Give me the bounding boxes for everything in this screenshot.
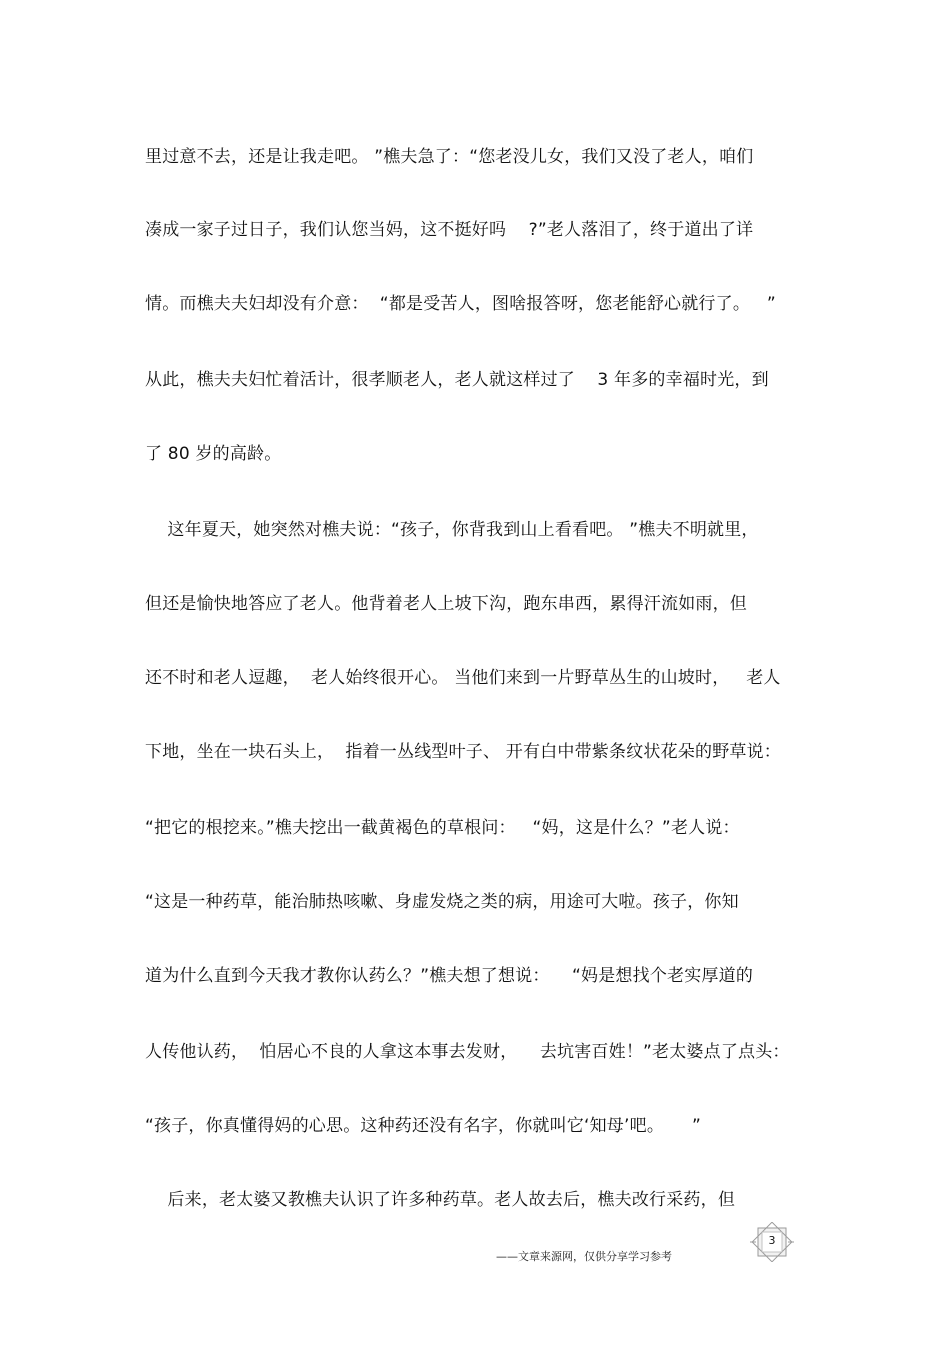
text-line: 但还是愉快地答应了老人。他背着老人上坡下沟，跑东串西，累得汗流如雨，但 — [145, 594, 747, 614]
text-line: “孩子，你真懂得妈的心思。这种药还没有名字，你就叫它‘知母’吧。 ” — [145, 1116, 702, 1136]
text-line: 情。而樵夫夫妇却没有介意： “都是受苦人，图啥报答呀，您老能舒心就行了。 ” — [145, 294, 776, 314]
page-number-badge — [748, 1222, 796, 1262]
text-line: 人传他认药， 怕居心不良的人拿这本事去发财， 去坑害百姓！”老太婆点了点头： — [145, 1042, 790, 1062]
footer-source-note: ——文章来源网，仅供分享学习参考 — [496, 1250, 672, 1263]
text-line: 还不时和老人逗趣， 老人始终很开心。 当他们来到一片野草丛生的山坡时， 老人 — [145, 668, 781, 688]
text-line: 这年夏天，她突然对樵夫说：“孩子，你背我到山上看看吧。 ”樵夫不明就里， — [145, 520, 759, 540]
text-line: 里过意不去，还是让我走吧。 ”樵夫急了：“您老没儿女，我们又没了老人，咱们 — [145, 147, 754, 167]
page-number: 3 — [768, 1234, 776, 1247]
text-line: 了 80 岁的高龄。 — [145, 444, 282, 464]
text-line: 下地，坐在一块石头上， 指着一丛线型叶子、 开有白中带紫条纹状花朵的野草说： — [145, 742, 782, 762]
text-line: “这是一种药草，能治肺热咳嗽、身虚发烧之类的病，用途可大啦。孩子，你知 — [145, 892, 739, 912]
text-line: 从此，樵夫夫妇忙着活计，很孝顺老人，老人就这样过了 3 年多的幸福时光，到 — [145, 370, 769, 390]
text-line: 后来，老太婆又教樵夫认识了许多种药草。老人故去后，樵夫改行采药，但 — [145, 1190, 736, 1210]
text-line: 道为什么直到今天我才教你认药么？”樵夫想了想说： “妈是想找个老实厚道的 — [145, 966, 754, 986]
text-line: “把它的根挖来。”樵夫挖出一截黄褐色的草根问： “妈，这是什么？”老人说： — [145, 818, 740, 838]
text-line: 凑成一家子过日子，我们认您当妈，这不挺好吗 ?”老人落泪了，终于道出了详 — [145, 220, 754, 240]
